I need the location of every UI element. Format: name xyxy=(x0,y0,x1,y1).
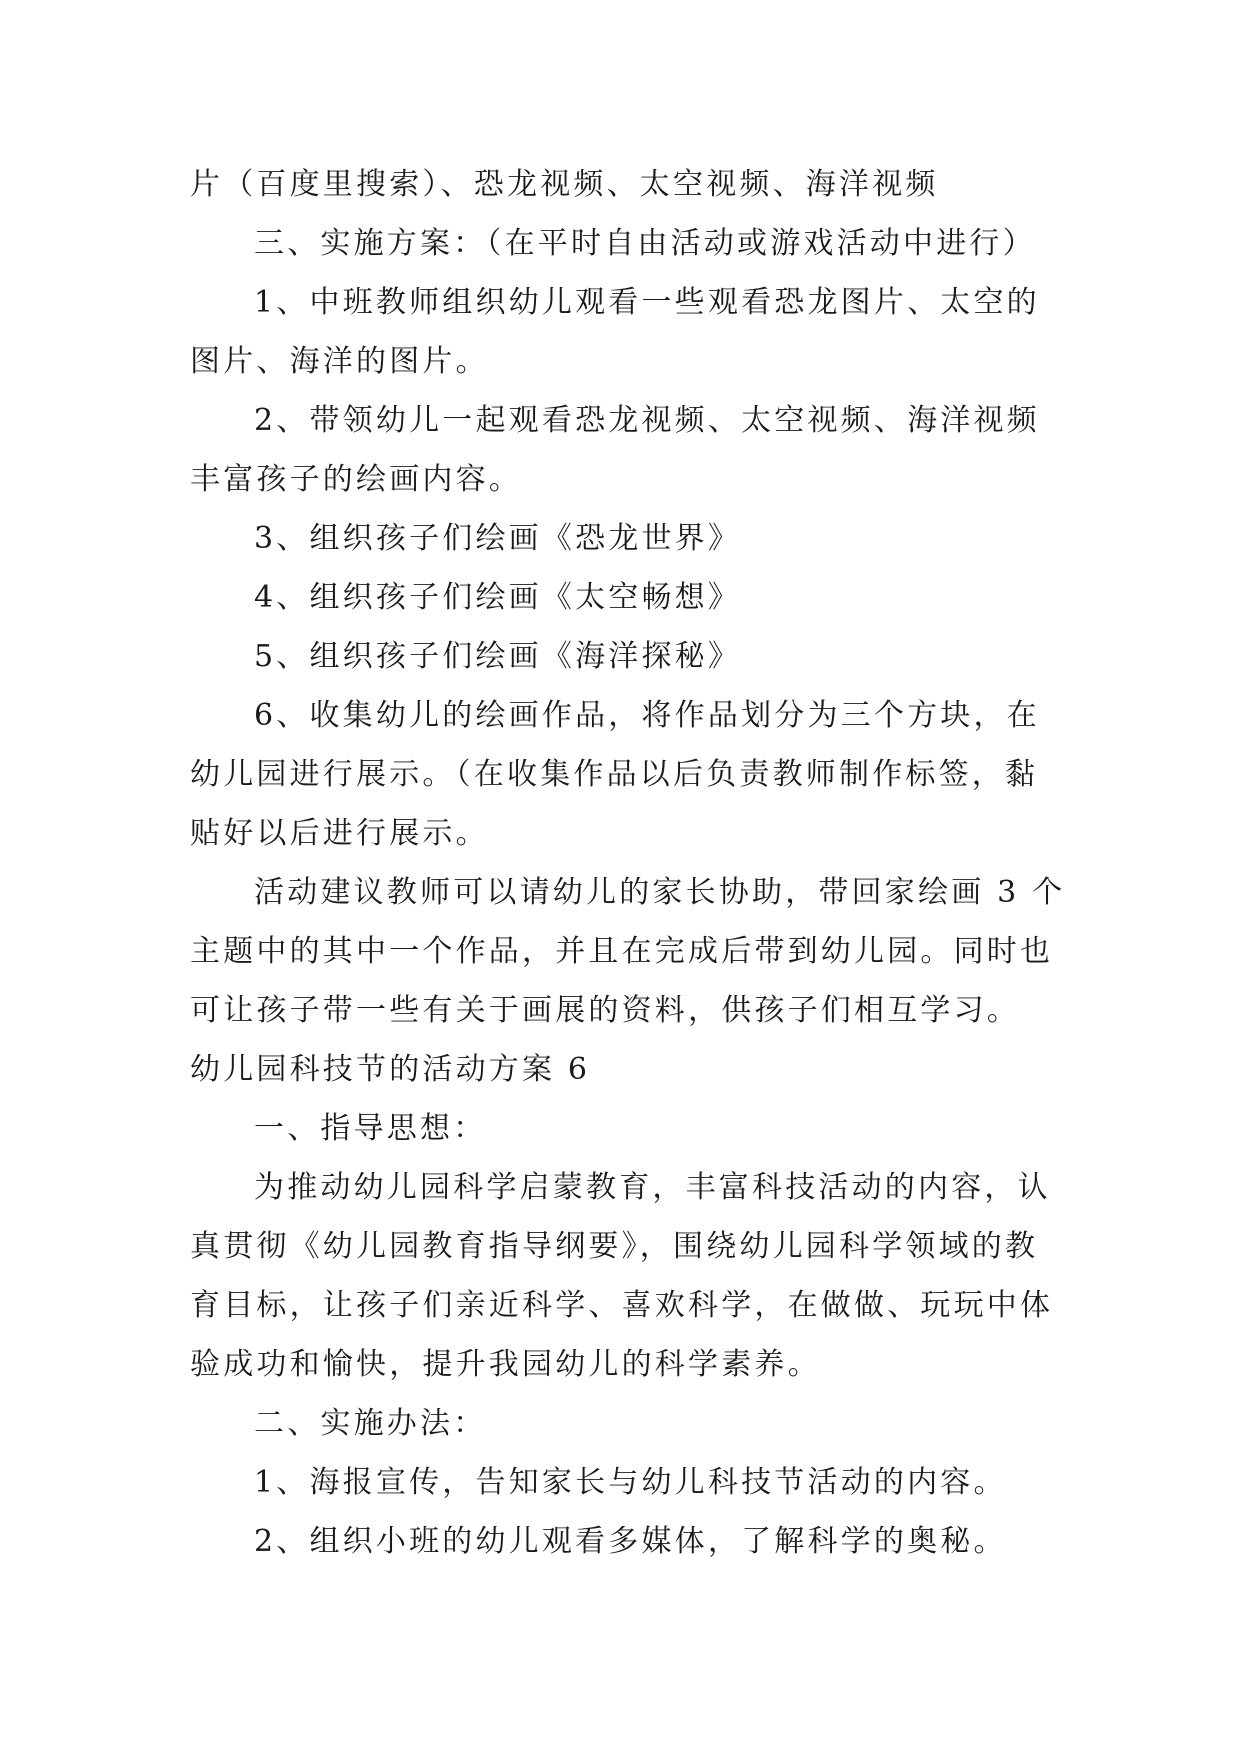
paragraph-line: 验成功和愉快，提升我园幼儿的科学素养。 xyxy=(190,1347,821,1382)
list-item-line: 2、带领幼儿一起观看恐龙视频、太空视频、海洋视频 xyxy=(254,403,1040,438)
list-item-line: 2、组织小班的幼儿观看多媒体，了解科学的奥秘。 xyxy=(254,1524,1007,1559)
paragraph-line: 真贯彻《幼儿园教育指导纲要》，围绕幼儿园科学领域的教 xyxy=(190,1229,1039,1264)
list-item-line: 1、海报宣传，告知家长与幼儿科技节活动的内容。 xyxy=(254,1465,1007,1500)
document-body xyxy=(190,155,1065,1571)
section-heading: 一、指导思想： xyxy=(254,1111,487,1146)
paragraph-line: 片（百度里搜索）、恐龙视频、太空视频、海洋视频 xyxy=(190,167,939,202)
paragraph-line: 活动建议教师可以请幼儿的家长协助，带回家绘画 3 个 xyxy=(254,875,1066,910)
list-item-line: 丰富孩子的绘画内容。 xyxy=(190,462,522,497)
list-item-line: 1、中班教师组织幼儿观看一些观看恐龙图片、太空的 xyxy=(254,285,1040,320)
list-item-line: 4、组织孩子们绘画《太空畅想》 xyxy=(254,580,742,615)
paragraph-line: 主题中的其中一个作品，并且在完成后带到幼儿园。同时也 xyxy=(190,934,1054,969)
paragraph-line: 为推动幼儿园科学启蒙教育，丰富科技活动的内容，认 xyxy=(254,1170,1051,1205)
list-item-line: 图片、海洋的图片。 xyxy=(190,344,489,379)
list-item-line: 6、收集幼儿的绘画作品，将作品划分为三个方块，在 xyxy=(254,698,1040,733)
section-heading: 三、实施方案：（在平时自由活动或游戏活动中进行） xyxy=(254,226,1036,261)
list-item-line: 幼儿园进行展示。（在收集作品以后负责教师制作标签，黏 xyxy=(190,757,1039,792)
document-title: 幼儿园科技节的活动方案 6 xyxy=(190,1052,591,1087)
list-item-line: 3、组织孩子们绘画《恐龙世界》 xyxy=(254,521,742,556)
section-heading: 二、实施办法： xyxy=(254,1406,487,1441)
list-item-line: 贴好以后进行展示。 xyxy=(190,816,489,851)
list-item-line: 5、组织孩子们绘画《海洋探秘》 xyxy=(254,639,742,674)
paragraph-line: 可让孩子带一些有关于画展的资料，供孩子们相互学习。 xyxy=(190,993,1020,1028)
paragraph-line: 育目标，让孩子们亲近科学、喜欢科学，在做做、玩玩中体 xyxy=(190,1288,1054,1323)
